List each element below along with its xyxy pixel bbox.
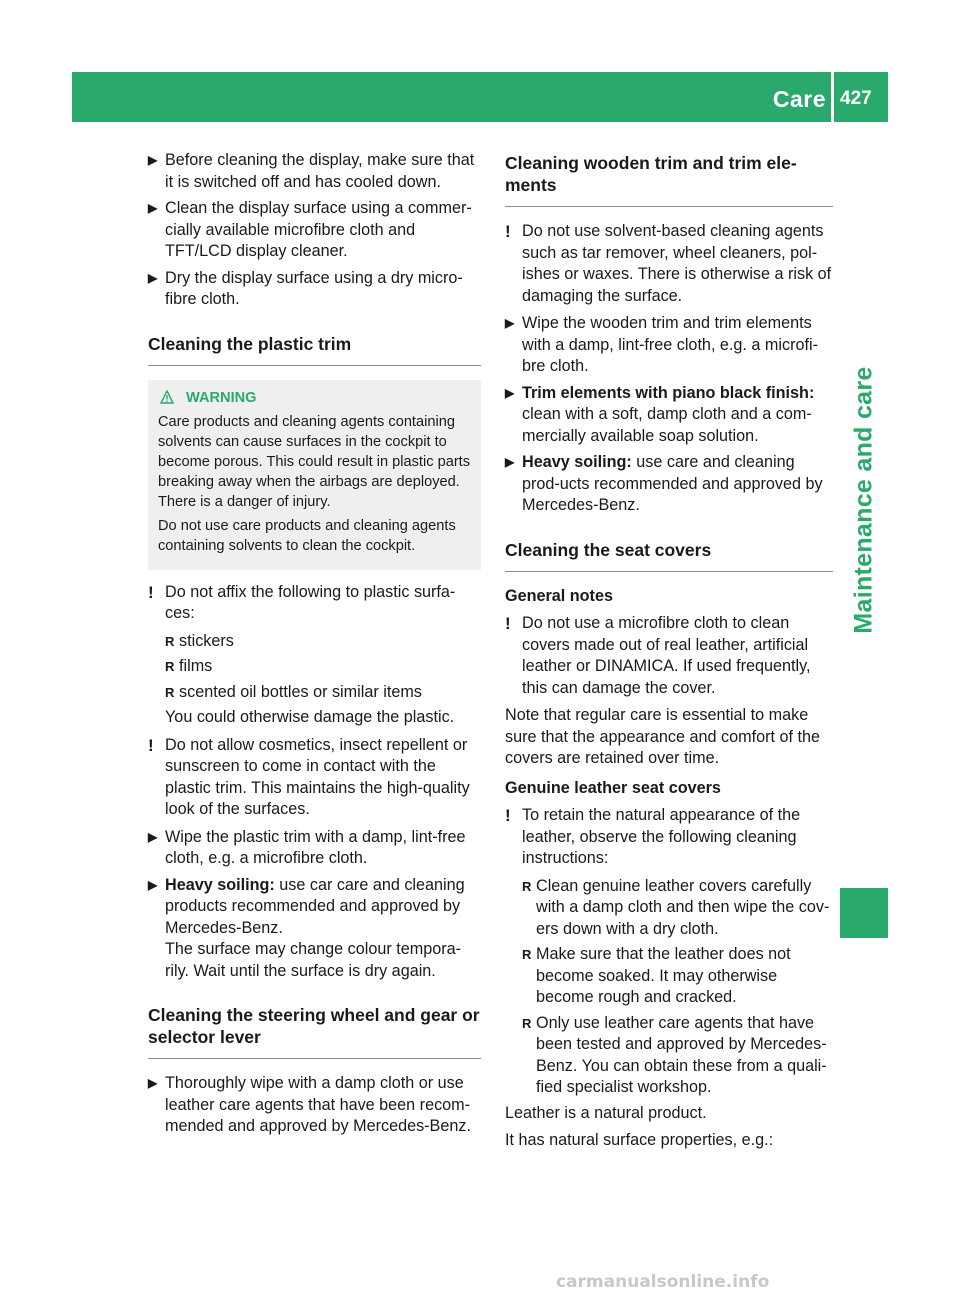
watermark: carmanualsonline.info	[556, 1272, 770, 1292]
heading-seat-covers: Cleaning the seat covers	[505, 539, 833, 572]
step-arrow-icon	[505, 383, 514, 405]
list-item: R Only use leather care agents that have been tested and approved by Mercedes-Benz. You can obtain these from a quali-fied specialist workshop.	[522, 1013, 827, 1096]
warning-box	[148, 380, 481, 570]
note-microfibre: ! Do not use a microfibre cloth to clean covers made out of real leather, artificial leather or DINAMICA. If used frequently, this can damage the cover.	[505, 614, 811, 697]
warning-header: WARNING	[158, 388, 473, 408]
list-item: R stickers	[165, 631, 481, 653]
step-arrow-icon	[148, 1073, 157, 1095]
step-wipe-steering: ▶ Thoroughly wipe with a damp cloth or use leather care agents that have been recom-mended and approved by Mercedes-Benz.	[148, 1073, 481, 1138]
list-item: R Clean genuine leather covers carefully with a damp cloth and then wipe the cov-ers down with a dry cloth.	[522, 876, 830, 938]
step-heavy-soiling-wood: ▶ Heavy soiling: use care and cleaning prod-ucts recommended and approved by Mercedes-Benz.	[505, 452, 833, 517]
heading-plastic-trim: Cleaning the plastic trim	[148, 333, 481, 366]
caution-icon: !	[148, 735, 154, 755]
paragraph-natural-product: Leather is a natural product.	[505, 1103, 707, 1122]
heading-general-notes: General notes	[505, 586, 613, 605]
heading-wooden-trim: Cleaning wooden trim and trim ele-ments	[505, 152, 833, 207]
side-tab-marker	[840, 888, 888, 938]
right-column	[505, 150, 833, 1158]
warning-triangle-icon	[160, 390, 174, 404]
step-wipe-plastic: ▶ Wipe the plastic trim with a damp, lint-free cloth, e.g. a microfibre cloth.	[148, 827, 481, 870]
note-plastic-affix: ! Do not affix the following to plastic surfa-ces:	[148, 582, 456, 622]
step-heavy-soiling: ▶ Heavy soiling: use car care and cleaning products recommended and approved by Mercedes-Benz. The surface may change colour tempora-rily. Wait until the surface is dry again.	[148, 875, 481, 983]
step-arrow-icon	[505, 313, 514, 335]
header-separator	[831, 72, 834, 122]
bullet-icon: R	[165, 659, 175, 674]
caution-icon: !	[505, 222, 511, 241]
bullet-icon: R	[522, 878, 532, 894]
list-item: R films	[165, 656, 481, 678]
bullet-icon: R	[522, 947, 532, 962]
step-arrow-icon	[148, 198, 157, 220]
step-arrow-icon	[148, 875, 157, 897]
paragraph-surface-properties: It has natural surface properties, e.g.:	[505, 1131, 774, 1149]
paragraph-regular-care: Note that regular care is essential to make sure that the appearance and comfort of the covers are retained over time.	[505, 706, 820, 767]
list-item: R Make sure that the leather does not become soaked. It may otherwise become rough and cracked.	[522, 945, 791, 1006]
caution-icon: !	[505, 614, 511, 633]
step-heavy-soiling-extra: The surface may change colour tempora-rily. Wait until the surface is dry again.	[165, 940, 462, 980]
bullet-icon: R	[522, 1015, 532, 1031]
warning-instruction: Do not use care products and cleaning agents containing solvents to clean the cockpit.	[158, 517, 456, 554]
step-wipe-wooden: ▶ Wipe the wooden trim and trim elements with a damp, lint-free cloth, e.g. a microfi-bre cloth.	[505, 313, 833, 378]
list-item: R scented oil bottles or similar items	[165, 682, 481, 704]
caution-icon: !	[505, 806, 511, 825]
step-arrow-icon	[148, 150, 157, 172]
note-consequence: You could otherwise damage the plastic.	[165, 708, 455, 726]
heading-steering-wheel: Cleaning the steering wheel and gear or selector lever	[148, 1004, 481, 1059]
warning-text: Care products and cleaning agents containing solvents can cause surfaces in the cockpit to become porous. This could result in plastic parts breaking away when the airbags are deployed. There is a danger of injury.	[158, 413, 471, 510]
note-cosmetics: ! Do not allow cosmetics, insect repellent or sunscreen to come in contact with the plastic trim. This maintains the high-quality look of the surfaces.	[148, 735, 470, 818]
page-number: 427	[840, 88, 872, 109]
heading-genuine-leather: Genuine leather seat covers	[505, 778, 721, 797]
caution-icon: !	[148, 582, 154, 602]
left-column	[148, 150, 481, 1143]
step-piano-black: ▶ Trim elements with piano black finish: clean with a soft, damp cloth and a com-mercially available soap solution.	[505, 383, 833, 448]
section-title: Care	[772, 86, 826, 112]
step-clean-display: ▶ Clean the display surface using a commer-cially available microfibre cloth and TFT/LCD display cleaner.	[148, 198, 481, 263]
step-arrow-icon	[148, 827, 157, 849]
step-arrow-icon	[505, 452, 514, 474]
step-before-cleaning: ▶ Before cleaning the display, make sure that it is switched off and has cooled down.	[148, 150, 481, 193]
bullet-icon: R	[165, 684, 175, 700]
side-tab-label: Maintenance and care	[849, 366, 878, 634]
note-leather-instructions: ! To retain the natural appearance of the leather, observe the following cleaning instructions:	[505, 806, 801, 867]
note-wooden-solvents: ! Do not use solvent-based cleaning agents such as tar remover, wheel cleaners, pol-ishes or waxes. There is otherwise a risk of damaging the surface.	[505, 222, 832, 305]
bullet-icon: R	[165, 633, 175, 649]
step-dry-display: ▶ Dry the display surface using a dry micro-fibre cloth.	[148, 268, 481, 311]
step-arrow-icon	[148, 268, 157, 290]
